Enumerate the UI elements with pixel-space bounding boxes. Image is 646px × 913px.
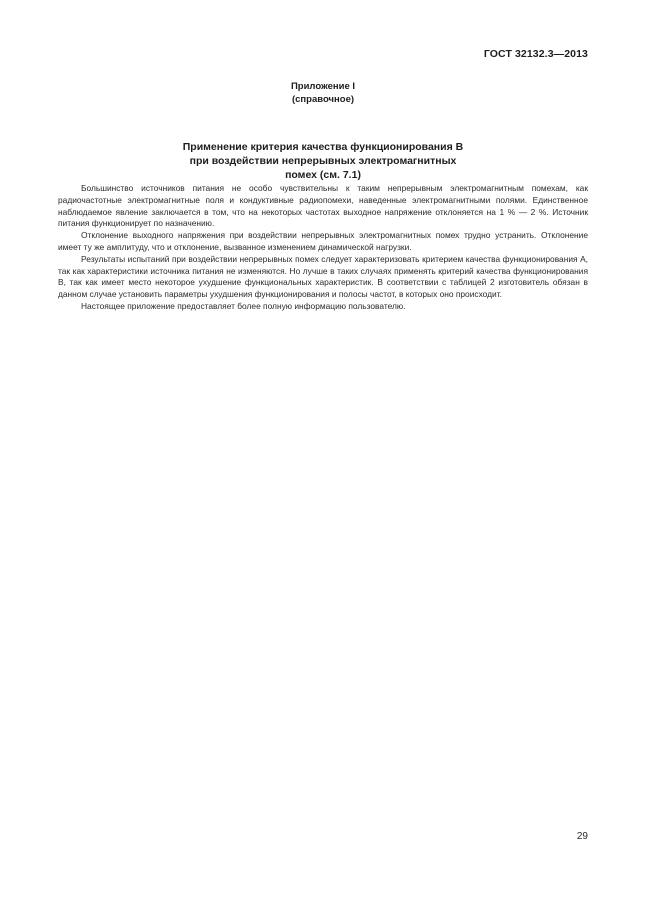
annex-kind: (справочное) [291, 94, 355, 105]
annex-title [150, 140, 496, 182]
annex-title-line-3: помех (см. 7.1) [285, 169, 361, 181]
paragraph: Отклонение выходного напряжения при воздействии непрерывных электромагнитных помех трудно устранить. Отклонение имеет ту же амплитуду, что и отклонение, вызванное изменением динамической нагрузки. [58, 230, 588, 252]
annex-body [58, 183, 588, 313]
paragraph: Большинство источников питания не особо чувствительны к таким непрерывным электромагнитным помехам, как радиочастотные электромагнитные поля и кондуктивные радиопомехи, наведенные электромагнитными полями. Единственное наблюдаемое явление заключается в том, что на некоторых частотах выходное напряжение отклоняется на 1 % — 2 %. Источник питания функционирует по назначению. [58, 183, 588, 229]
paragraph: Результаты испытаний при воздействии непрерывных помех следует характеризовать критерием качества функционирования А, так как характеристики источника питания не изменяются. Но лучше в таких случаях применять критерий качества функционирования В, так как имеет место некоторое ухудшение функциональных характеристик. В соответствии с таблицей 2 изготовитель обязан в данном случае установить параметры ухудшения функционирования и полосы частот, в которых оно происходит. [58, 253, 588, 300]
annex-heading [0, 80, 646, 106]
annex-title-line-1: Применение критерия качества функционирования В [182, 141, 464, 153]
document-code: ГОСТ 32132.3—2013 [483, 48, 588, 60]
page-number: 29 [576, 831, 588, 842]
annex-label: Приложение I [290, 81, 356, 92]
annex-title-line-2: при воздействии непрерывных электромагнитных [189, 155, 457, 167]
paragraph: Настоящее приложение предоставляет более полную информацию пользователю. [81, 300, 406, 311]
